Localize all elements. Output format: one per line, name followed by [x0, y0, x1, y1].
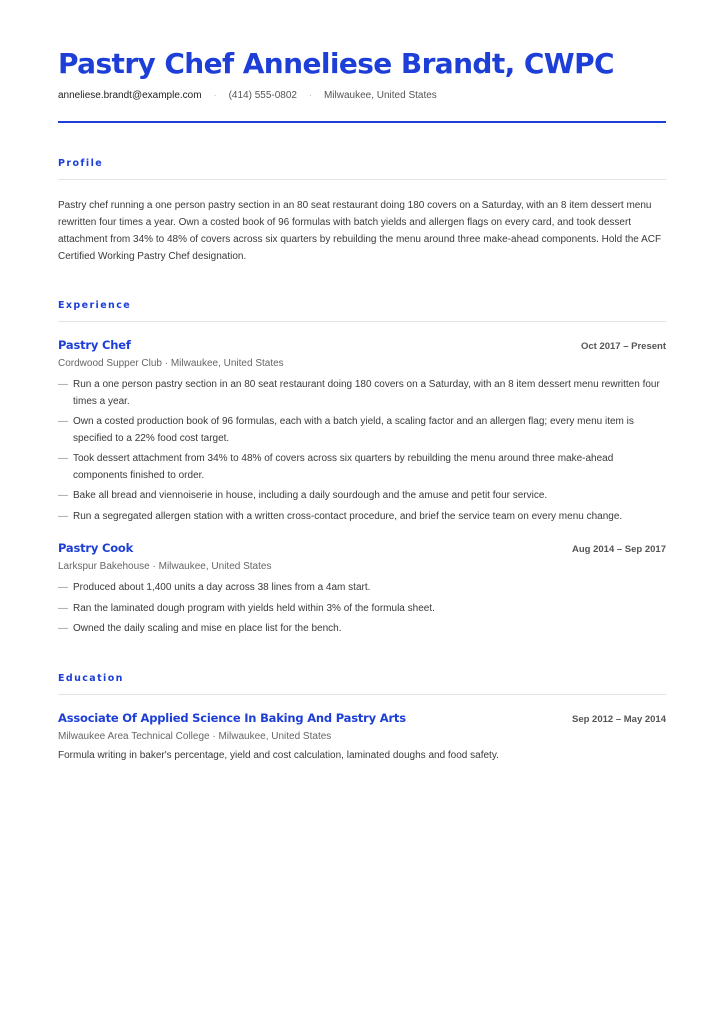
bullet-item: — Run a segregated allergen station with a written cross-contact procedure, and brief the service team on every menu change.	[58, 509, 666, 526]
phone-text: (414) 555-0802	[228, 89, 297, 101]
job-employer: Larkspur Bakehouse · Milwaukee, United States	[58, 561, 272, 572]
job-entry	[58, 541, 666, 638]
header-divider	[58, 121, 666, 123]
dash-icon: —	[58, 379, 68, 390]
profile-section	[58, 158, 666, 265]
section-divider	[58, 694, 666, 695]
education-entry	[58, 711, 666, 761]
education-section	[58, 673, 666, 761]
dash-icon: —	[58, 416, 68, 427]
job-dates: Oct 2017 – Present	[580, 341, 666, 352]
school-name: Milwaukee Area Technical College · Milwaukee, United States	[58, 730, 332, 742]
contact-separator: ·	[213, 90, 217, 100]
email-text: anneliese.brandt@example.com	[58, 89, 202, 101]
education-dates: Sep 2012 – May 2014	[571, 713, 666, 725]
bullet-item: — Ran the laminated dough program with yields held within 3% of the formula sheet.	[58, 601, 666, 618]
section-title-profile: Profile	[58, 158, 104, 169]
dash-icon: —	[58, 453, 68, 464]
job-bullets	[58, 580, 666, 638]
dash-icon: —	[58, 623, 68, 634]
dash-icon: —	[58, 510, 68, 522]
section-divider	[58, 321, 666, 322]
dash-icon: —	[58, 582, 68, 593]
job-title: Pastry Cook	[58, 541, 134, 555]
contact-line	[58, 88, 666, 102]
profile-summary: Pastry chef running a one person pastry section in an 80 seat restaurant doing 180 covers on a Saturday, with an 8 item dessert menu rewritten four times a year. Own a costed book of 96 formulas with batch yields and allergen flags on every card, and took dessert attachment from 34% to 48% of covers across six quarters by rebuilding the menu around three make-ahead components. Hold the ACF Certified Working Pastry Chef designation.	[58, 200, 662, 262]
job-header	[58, 338, 666, 352]
education-header	[58, 711, 666, 725]
bullet-item: — Took dessert attachment from 34% to 48% of covers across six quarters by rebuilding the menu around three make-ahead components finished to order.	[58, 453, 614, 481]
candidate-name: Pastry Chef Anneliese Brandt, CWPC	[58, 47, 614, 80]
contact-separator: ·	[308, 90, 312, 100]
job-entry	[58, 338, 666, 525]
education-description: Formula writing in baker's percentage, yield and cost calculation, laminated doughs and food safety.	[58, 749, 499, 761]
degree-title: Associate Of Applied Science In Baking And Pastry Arts	[58, 710, 406, 725]
bullet-item: — Own a costed production book of 96 formulas, each with a batch yield, a scaling factor and an allergen flag; every menu item is specified to a 22% food cost target.	[58, 416, 634, 444]
dash-icon: —	[58, 602, 68, 614]
dash-icon: —	[58, 490, 68, 501]
bullet-item: — Bake all bread and viennoiserie in house, including a daily sourdough and the amuse and petit four service.	[58, 488, 666, 505]
bullet-item: — Run a one person pastry section in an 80 seat restaurant doing 180 covers on a Saturday, with an 8 item dessert menu rewritten four times a year.	[58, 379, 660, 407]
job-header	[58, 541, 666, 555]
job-bullets	[58, 377, 666, 525]
bullet-item: — Produced about 1,400 units a day across 38 lines from a 4am start.	[58, 580, 666, 597]
section-title-education: Education	[58, 672, 124, 684]
section-title-experience: Experience	[58, 300, 132, 311]
section-divider	[58, 179, 666, 180]
job-employer: Cordwood Supper Club · Milwaukee, United States	[58, 358, 284, 369]
bullet-item: — Owned the daily scaling and mise en place list for the bench.	[58, 621, 666, 638]
experience-section	[58, 300, 666, 638]
job-dates: Aug 2014 – Sep 2017	[572, 544, 666, 555]
location-text: Milwaukee, United States	[323, 89, 437, 101]
job-title: Pastry Chef	[58, 338, 131, 352]
